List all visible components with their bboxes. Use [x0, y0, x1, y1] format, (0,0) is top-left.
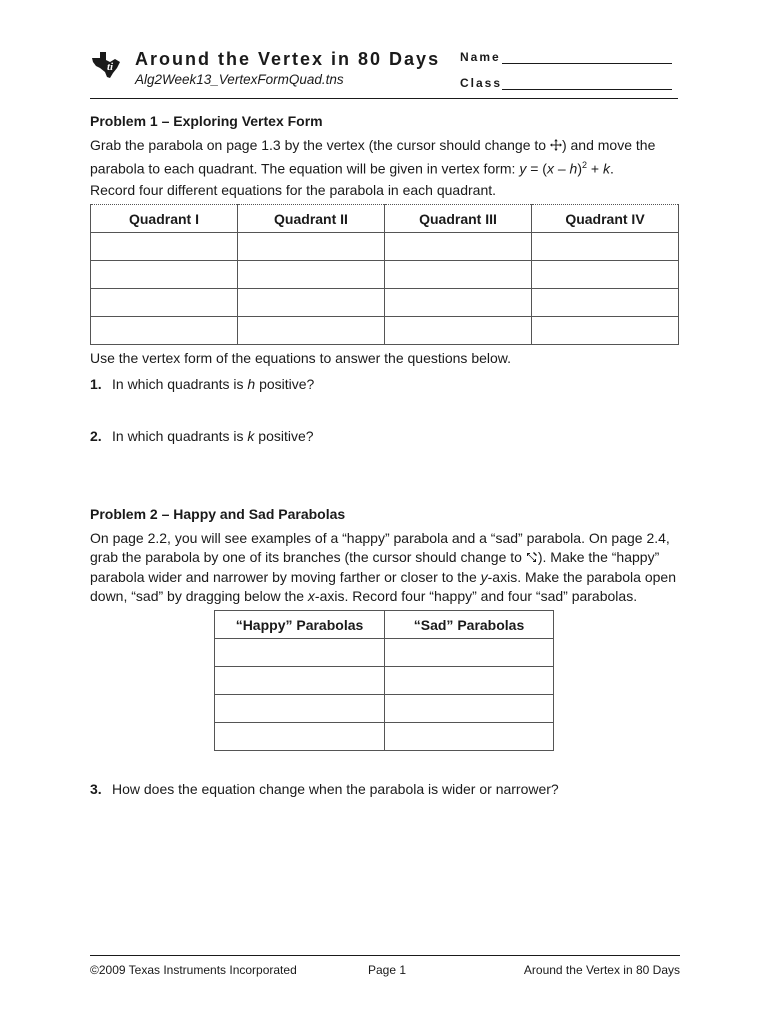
table-cell[interactable] — [385, 695, 554, 723]
table-row — [215, 723, 554, 751]
eq-part: ) — [577, 160, 583, 177]
eq-exponent: 2 — [582, 160, 588, 170]
question-number: 3. — [90, 781, 102, 797]
question-text: In which quadrants is — [112, 376, 248, 392]
class-field[interactable] — [502, 89, 672, 90]
question-number: 2. — [90, 428, 102, 444]
table-row — [215, 667, 554, 695]
quadrant-2-header: Quadrant II — [238, 205, 385, 233]
question-3 — [90, 781, 559, 797]
svg-text:ti: ti — [107, 61, 114, 73]
table-cell[interactable] — [215, 695, 385, 723]
footer-divider — [90, 955, 680, 956]
eq-x: x — [546, 160, 554, 177]
quadrant-table — [90, 204, 679, 345]
question-text: positive? — [255, 376, 315, 392]
footer-copyright: ©2009 Texas Instruments Incorporated — [90, 963, 297, 977]
class-label: Class — [460, 76, 503, 90]
table-row — [215, 695, 554, 723]
x-axis-var: x — [307, 588, 315, 604]
problem1-text-a: Grab the parabola on page 1.3 by the vertex (the cursor should change to — [90, 137, 550, 153]
table-cell[interactable] — [532, 233, 679, 261]
footer-doc-title: Around the Vertex in 80 Days — [523, 963, 680, 977]
question-text: positive? — [254, 428, 314, 444]
sad-header: “Sad” Parabolas — [385, 611, 554, 639]
table-row — [215, 639, 554, 667]
footer-page-number: Page 1 — [368, 963, 407, 977]
table-cell[interactable] — [532, 289, 679, 317]
table-cell[interactable] — [215, 639, 385, 667]
table-cell[interactable] — [238, 261, 385, 289]
table-cell[interactable] — [238, 233, 385, 261]
problem2-text-b: ). Make the “happy” parabola wider and narrower by moving farther or closer to the — [90, 549, 660, 585]
table-cell[interactable] — [385, 639, 554, 667]
table-cell[interactable] — [91, 317, 238, 345]
table-cell[interactable] — [238, 289, 385, 317]
name-label: Name — [460, 50, 501, 64]
questions-intro: Use the vertex form of the equations to answer the questions below. — [90, 350, 512, 366]
table-cell[interactable] — [91, 233, 238, 261]
problem2-instructions — [90, 529, 680, 606]
problem2-text-d: -axis. Record four “happy” and four “sad” parabolas. — [314, 588, 638, 604]
table-row — [91, 261, 679, 289]
table-cell[interactable] — [385, 317, 532, 345]
table-cell[interactable] — [238, 317, 385, 345]
table-cell[interactable] — [91, 261, 238, 289]
table-row — [91, 317, 679, 345]
question-number: 1. — [90, 376, 102, 392]
table-cell[interactable] — [385, 667, 554, 695]
eq-part: + — [587, 160, 603, 177]
texas-instruments-logo — [90, 50, 122, 80]
worksheet-title: Around the Vertex in 80 Days — [135, 49, 441, 69]
quadrant-3-header: Quadrant III — [385, 205, 532, 233]
table-header-row — [215, 611, 554, 639]
name-field[interactable] — [502, 63, 672, 64]
question-variable: k — [247, 428, 255, 444]
table-row — [91, 289, 679, 317]
table-header-row — [91, 205, 679, 233]
table-cell[interactable] — [532, 317, 679, 345]
table-cell[interactable] — [215, 667, 385, 695]
y-axis-var: y — [480, 569, 488, 585]
table-cell[interactable] — [532, 261, 679, 289]
happy-header: “Happy” Parabolas — [215, 611, 385, 639]
problem2-text-a: On page 2.2, you will see examples of a “happy” parabola and a “sad” parabola. On page 2.4, grab the parabola by one of its branches (the cursor should change to — [90, 530, 670, 565]
table-cell[interactable] — [385, 723, 554, 751]
move-cursor-icon — [550, 137, 562, 156]
problem1-record-instruction: Record four different equations for the parabola in each quadrant. — [90, 182, 497, 198]
problem1-instructions — [90, 136, 680, 179]
question-2 — [90, 428, 314, 444]
eq-part: = ( — [526, 160, 547, 177]
question-variable: h — [247, 376, 256, 392]
table-cell[interactable] — [385, 289, 532, 317]
eq-part: – — [553, 160, 570, 177]
eq-h: h — [569, 160, 578, 177]
question-text: In which quadrants is — [112, 428, 248, 444]
table-row — [91, 233, 679, 261]
table-cell[interactable] — [215, 723, 385, 751]
problem1-heading: Problem 1 – Exploring Vertex Form — [90, 113, 323, 129]
table-cell[interactable] — [385, 261, 532, 289]
table-cell[interactable] — [91, 289, 238, 317]
question-text: How does the equation change when the parabola is wider or narrower? — [112, 781, 559, 797]
parabola-table — [214, 610, 554, 751]
question-1 — [90, 376, 314, 392]
file-name: Alg2Week13_VertexFormQuad.tns — [135, 72, 344, 87]
eq-y: y — [519, 160, 527, 177]
problem1-text-b: ) and move the parabola to each quadrant. The equation will be given in vertex form: — [90, 137, 656, 177]
problem2-text-c: -axis. Make the parabola open down, “sad” by dragging below the — [90, 569, 676, 604]
eq-part: . — [610, 160, 614, 177]
quadrant-1-header: Quadrant I — [91, 205, 238, 233]
resize-cursor-icon — [526, 549, 538, 568]
problem2-heading: Problem 2 – Happy and Sad Parabolas — [90, 506, 346, 522]
quadrant-4-header: Quadrant IV — [532, 205, 679, 233]
header-divider — [90, 98, 678, 99]
eq-k: k — [603, 160, 610, 177]
table-cell[interactable] — [385, 233, 532, 261]
